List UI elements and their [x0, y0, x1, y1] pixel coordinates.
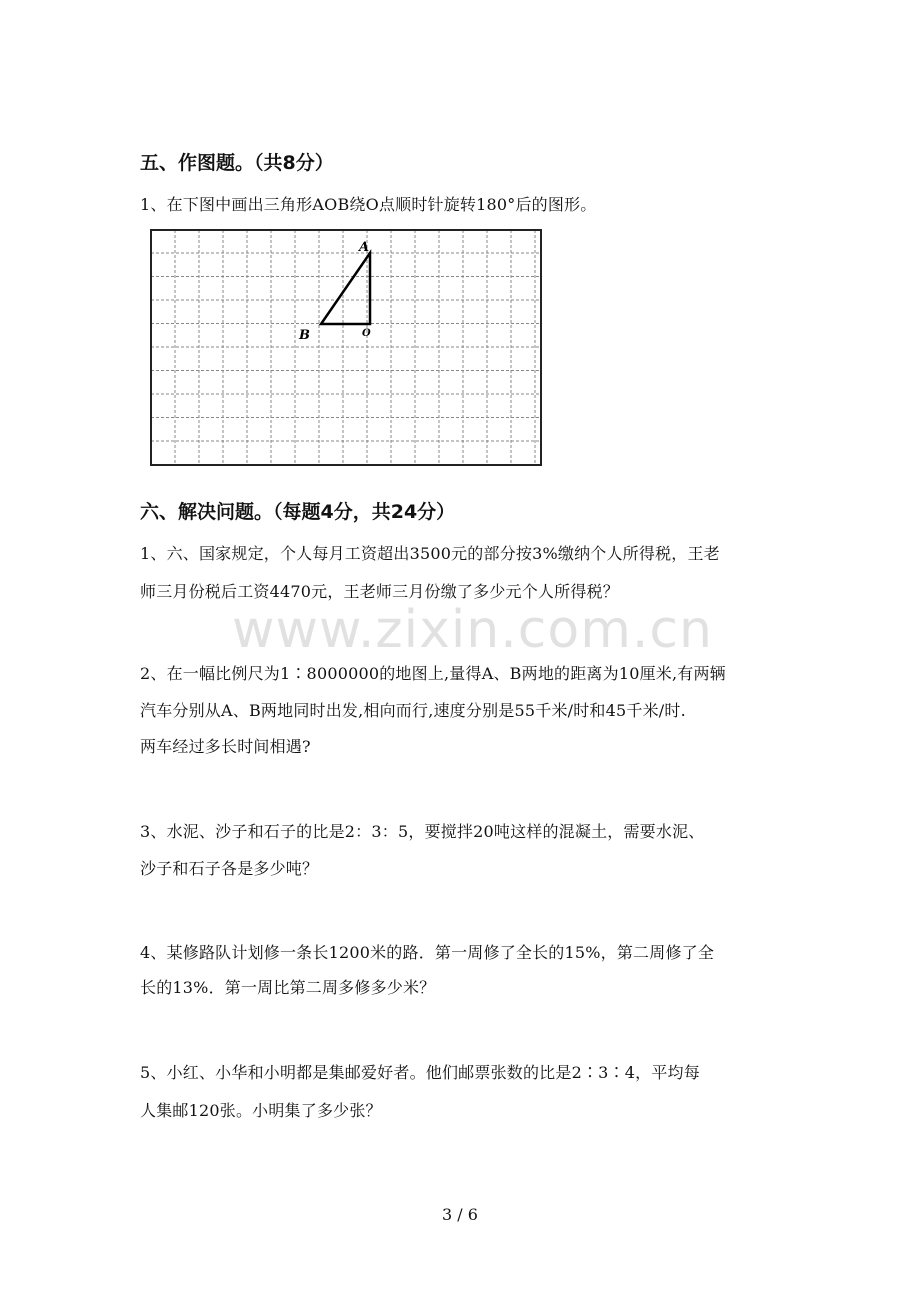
q5-line1: 5、小红、小华和小明都是集邮爱好者。他们邮票张数的比是2∶3∶4，平均每: [140, 1063, 700, 1082]
q2-line2: 汽车分别从A、B两地同时出发,相向而行,速度分别是55千米/时和45千米/时.: [140, 701, 686, 720]
q5-line2: 人集邮120张。小明集了多少张？: [140, 1101, 382, 1120]
page-number: 3 / 6: [442, 1205, 478, 1224]
q1-line1: 1、六、国家规定，个人每月工资超出3500元的部分按3%缴纳个人所得税，王老: [140, 544, 720, 563]
q3-line1: 3、水泥、沙子和石子的比是2：3：5，要搅拌20吨这样的混凝土，需要水泥、: [140, 822, 705, 841]
q2-line1: 2、在一幅比例尺为1∶8000000的地图上,量得A、B两地的距离为10厘米,有两辆: [140, 664, 726, 683]
label-o: O: [362, 328, 371, 339]
section5-title: 五、作图题。（共8分）: [140, 152, 334, 174]
q1-line2: 师三月份税后工资4470元，王老师三月份缴了多少元个人所得税？: [140, 582, 619, 601]
section6-title: 六、解决问题。（每题4分，共24分）: [140, 501, 456, 523]
watermark: www.zixin.com.cn: [232, 600, 713, 660]
q4-line1: 4、某修路队计划修一条长1200米的路．第一周修了全长的15%，第二周修了全: [140, 943, 715, 962]
label-a: A: [359, 240, 370, 255]
grid-lines: [151, 230, 541, 465]
q4-line2: 长的13%．第一周比第二周多修多少米？: [140, 978, 436, 997]
section5-question-1: 1、在下图中画出三角形AOB绕O点顺时针旋转180°后的图形。: [140, 195, 597, 214]
label-b: B: [299, 328, 310, 343]
grid-figure: [148, 228, 544, 468]
triangle-aob: [321, 253, 370, 324]
q3-line2: 沙子和石子各是多少吨？: [140, 859, 319, 878]
q2-line3: 两车经过多长时间相遇?: [140, 737, 311, 756]
grid-figure-svg: [148, 228, 544, 468]
